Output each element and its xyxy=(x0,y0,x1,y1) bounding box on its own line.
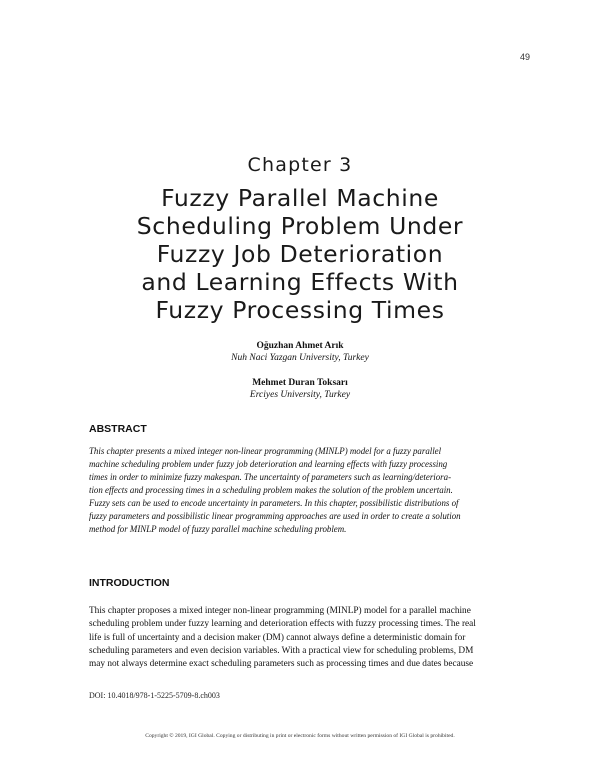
body-line: scheduling parameters and even decision variables. With a practical view for scheduling problems, DM xyxy=(89,645,474,656)
abstract-line: times in order to minimize fuzzy makespan. The uncertainty of parameters such as learning/deteriora- xyxy=(89,472,452,482)
doi: DOI: 10.4018/978-1-5225-5709-8.ch003 xyxy=(89,691,220,700)
author-affiliation: Nuh Naci Yazgan University, Turkey xyxy=(231,353,369,363)
chapter-title xyxy=(60,184,540,324)
chapter-label: Chapter 3 xyxy=(247,154,353,176)
author-block-2 xyxy=(0,377,600,401)
copyright-notice: Copyright © 2019, IGI Global. Copying or distributing in print or electronic forms without written permission of IGI Global is prohibited. xyxy=(145,733,455,739)
body-line: This chapter proposes a mixed integer non-linear programming (MINLP) model for a parallel machine xyxy=(89,606,471,616)
title-line: Scheduling Problem Under xyxy=(136,212,464,240)
abstract-heading: ABSTRACT xyxy=(89,423,147,435)
introduction-text xyxy=(89,605,510,671)
title-line: Fuzzy Processing Times xyxy=(155,296,445,324)
title-line: Fuzzy Parallel Machine xyxy=(161,184,439,212)
introduction-heading: INTRODUCTION xyxy=(89,577,170,589)
body-line: life is full of uncertainty and a decision maker (DM) cannot always define a deterministic domain for xyxy=(89,632,466,643)
title-line: Fuzzy Job Deterioration xyxy=(156,240,444,268)
author-name: Mehmet Duran Toksarı xyxy=(252,378,348,388)
abstract-line: tion effects and processing times in a scheduling problem makes the solution of the problem uncertain. xyxy=(89,485,453,495)
abstract-line: This chapter presents a mixed integer non-linear programming (MINLP) model for a fuzzy parallel xyxy=(89,446,442,456)
body-line: scheduling problem under fuzzy learning and deterioration effects with fuzzy processing times. The real xyxy=(89,619,476,630)
abstract-line: method for MINLP model of fuzzy parallel machine scheduling problem. xyxy=(89,524,347,534)
author-block-1 xyxy=(0,340,600,364)
body-line: may not always determine exact scheduling parameters such as processing times and due dates because xyxy=(89,659,474,670)
title-line: and Learning Effects With xyxy=(141,268,459,296)
abstract-line: Fuzzy sets can be used to encode uncertainty in parameters. In this chapter, possibilistic distributions of xyxy=(89,498,459,508)
abstract-text xyxy=(89,445,510,536)
page-number: 49 xyxy=(519,52,530,62)
author-affiliation: Erciyes University, Turkey xyxy=(249,390,351,400)
author-name: Oğuzhan Ahmet Arık xyxy=(256,341,344,351)
abstract-line: machine scheduling problem under fuzzy job deterioration and learning effects with fuzzy processing xyxy=(89,459,448,469)
abstract-line: fuzzy parameters and possibilistic linear programming approaches are used in order to create a solution xyxy=(89,511,461,521)
